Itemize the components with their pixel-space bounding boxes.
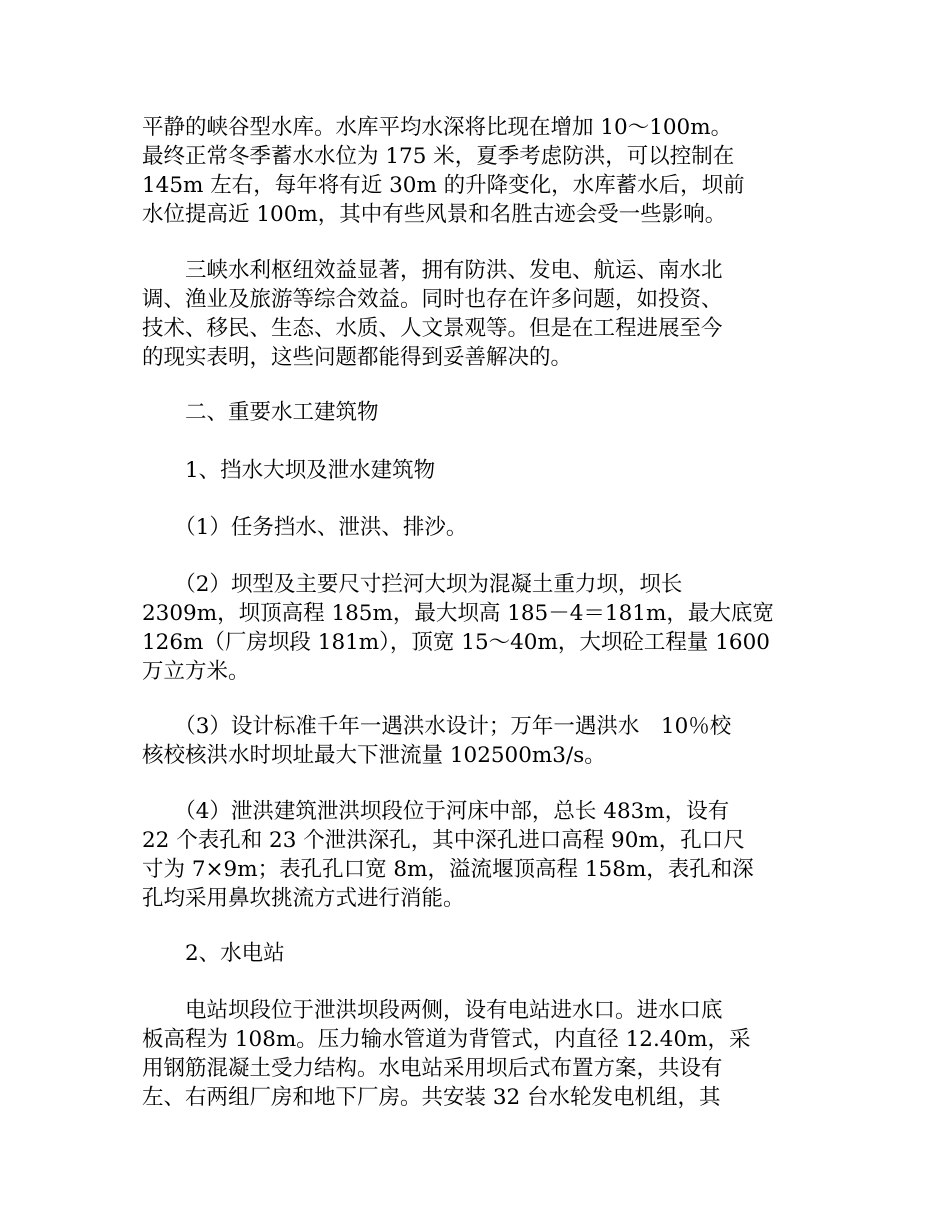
text-line: 板高程为 108m。压力输水管道为背管式，内直径 12.40m，采 — [142, 1027, 751, 1052]
text-line: 左、右两组厂房和地下厂房。共安装 32 台水轮发电机组，其 — [142, 1085, 721, 1110]
text-line: 最终正常冬季蓄水水位为 175 米，夏季考虑防洪，可以控制在 — [142, 144, 735, 169]
list-item-spillway — [142, 797, 822, 913]
list-item-dam-dimensions — [142, 570, 822, 686]
text-line: 三峡水利枢纽效益显著，拥有防洪、发电、航运、南水北 — [142, 258, 723, 283]
list-item-design-standard — [142, 712, 822, 770]
text-line: 万立方米。 — [142, 659, 250, 684]
text-line: 22 个表孔和 23 个泄洪深孔，其中深孔进口高程 90m，孔口尺 — [142, 828, 745, 853]
text-line: 水位提高近 100m，其中有些风景和名胜古迹会受一些影响。 — [142, 202, 727, 227]
text-line: 2309m，坝顶高程 185m，最大坝高 185－4＝181m，最大底宽 — [142, 601, 774, 626]
text-line: 2、水电站 — [142, 941, 285, 966]
text-line: 寸为 7×9m；表孔孔口宽 8m，溢流堰顶高程 158m，表孔和深 — [142, 857, 754, 882]
paragraph-reservoir-water-level — [142, 113, 822, 229]
text-line: 145m 左右，每年将有近 30m 的升降变化，水库蓄水后，坝前 — [142, 173, 745, 198]
text-line: 1、挡水大坝及泄水建筑物 — [142, 458, 436, 483]
text-line: 核校核洪水时坝址最大下泄流量 102500m3/s。 — [142, 743, 606, 768]
text-line: 的现实表明，这些问题都能得到妥善解决的。 — [142, 345, 573, 370]
text-line: 用钢筋混凝土受力结构。水电站采用坝后式布置方案，共设有 — [142, 1056, 723, 1081]
subsection-heading-dam — [142, 456, 822, 485]
text-line: 电站坝段位于泄洪坝段两侧，设有电站进水口。进水口底 — [142, 998, 723, 1023]
text-line: 126m（厂房坝段 181m），顶宽 15～40m，大坝砼工程量 1600 — [142, 630, 770, 655]
subsection-heading-power-station — [142, 939, 822, 968]
paragraph-power-station — [142, 996, 822, 1112]
text-line: 二、重要水工建筑物 — [142, 400, 379, 425]
text-line: （3）设计标准千年一遇洪水设计；万年一遇洪水 10％校 — [142, 714, 732, 739]
paragraph-project-benefits — [142, 256, 822, 372]
text-line: 孔均采用鼻坎挑流方式进行消能。 — [142, 886, 465, 911]
text-line: 调、渔业及旅游等综合效益。同时也存在许多问题，如投资、 — [142, 287, 723, 312]
section-heading-hydraulic-structures — [142, 398, 822, 427]
text-line: （1）任务挡水、泄洪、排沙。 — [142, 515, 468, 540]
text-line: 技术、移民、生态、水质、人文景观等。但是在工程进展至今 — [142, 316, 723, 341]
list-item-task — [142, 513, 822, 542]
text-line: （2）坝型及主要尺寸拦河大坝为混凝土重力坝，坝长 — [142, 572, 683, 597]
text-line: 平静的峡谷型水库。水库平均水深将比现在增加 10～100m。 — [142, 115, 733, 140]
text-line: （4）泄洪建筑泄洪坝段位于河床中部，总长 483m，设有 — [142, 799, 730, 824]
